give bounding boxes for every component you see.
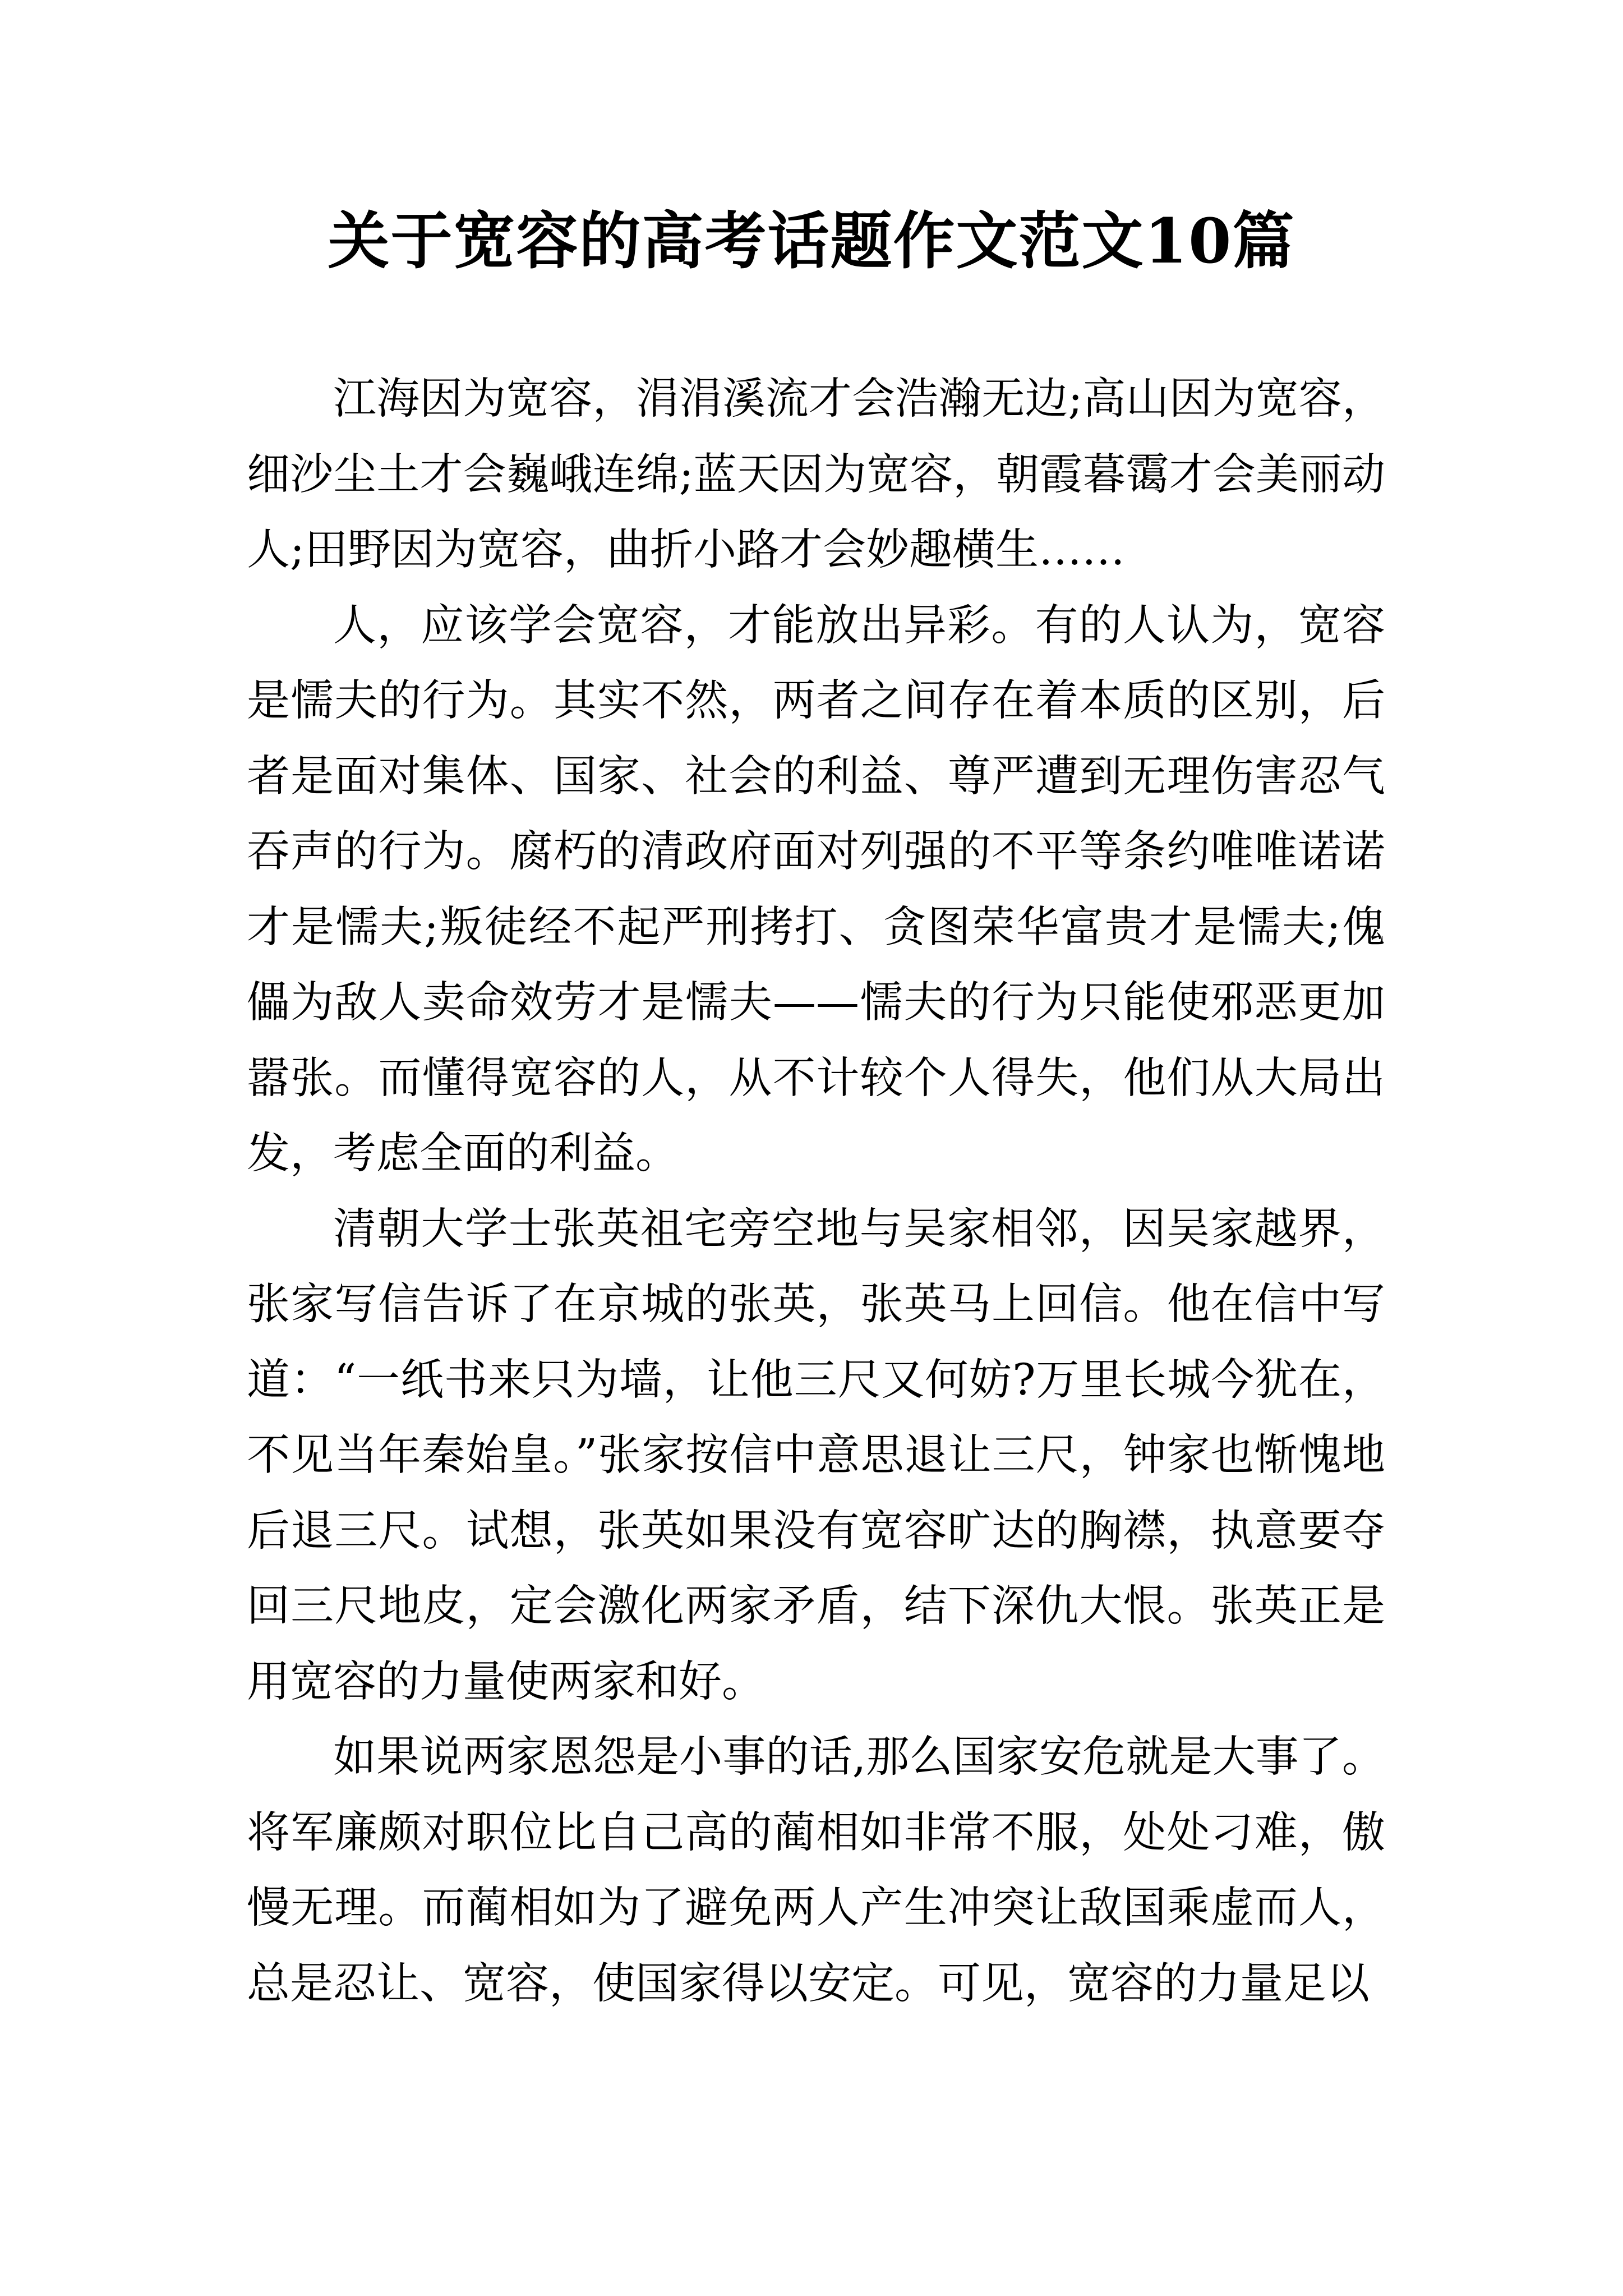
paragraph: 清朝大学士张英祖宅旁空地与吴家相邻，因吴家越界，张家写信告诉了在京城的张英，张英马上回信。他在信中写道：“一纸书来只为墙，让他三尺又何妨?万里长城今犹在，不见当年秦始皇。”张家按信中意思退让三尺，钟家也惭愧地后退三尺。试想，张英如果没有宽容旷达的胸襟，执意要夺回三尺地皮，定会激化两家矛盾，结下深仇大恨。张英正是用宽容的力量使两家和好。 bbox=[247, 1204, 1385, 1707]
paragraph: 江海因为宽容，涓涓溪流才会浩瀚无边;高山因为宽容，细沙尘土才会巍峨连绵;蓝天因为宽容，朝霞暮霭才会美丽动人;田野因为宽容，曲折小路才会妙趣横生…… bbox=[247, 374, 1385, 575]
paragraph: 人，应该学会宽容，才能放出异彩。有的人认为，宽容是懦夫的行为。其实不然，两者之间存在着本质的区别，后者是面对集体、国家、社会的利益、尊严遭到无理伤害忍气吞声的行为。腐朽的清政府面对列强的不平等条约唯唯诺诺才是懦夫;叛徒经不起严刑拷打、贪图荣华富贵才是懦夫;傀儡为敌人卖命效劳才是懦夫——懦夫的行为只能使邪恶更加嚣张。而懂得宽容的人，从不计较个人得失，他们从大局出发，考虑全面的利益。 bbox=[247, 600, 1385, 1179]
document-title: 关于宽容的高考话题作文范文10篇 bbox=[328, 205, 1295, 277]
paragraph: 如果说两家恩怨是小事的话,那么国家安危就是大事了。将军廉颇对职位比自己高的蔺相如非常不服，处处刁难，傲慢无理。而蔺相如为了避免两人产生冲突让敌国乘虚而人，总是忍让、宽容，使国家得以安定。可见，宽容的力量足以 bbox=[247, 1732, 1385, 2009]
document-body bbox=[247, 362, 1385, 2022]
